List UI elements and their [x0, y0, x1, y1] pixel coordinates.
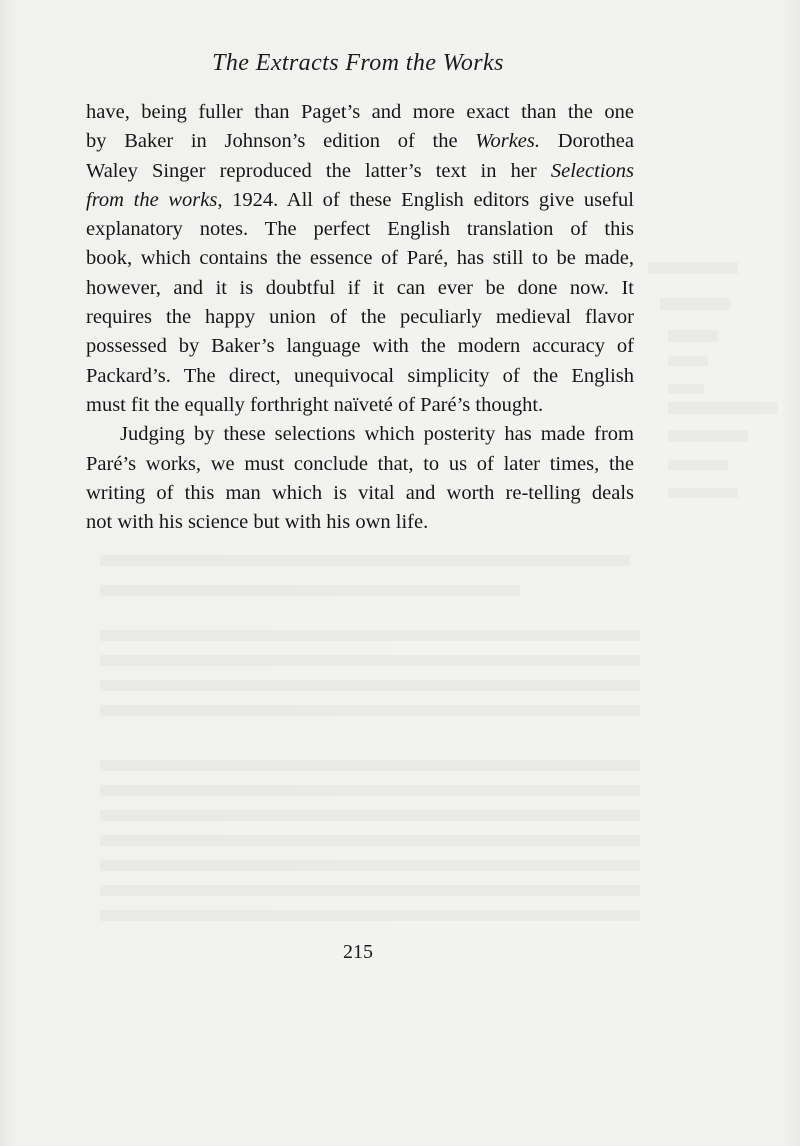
- text-line: from the works, 1924. All of these English editors give useful: [86, 188, 634, 211]
- text-line: explanatory notes. The perfect English translation of this: [86, 218, 634, 241]
- text-line: not with his science but with his own life.: [86, 511, 429, 534]
- text-line: book, which contains the essence of Paré, has still to be made,: [86, 247, 634, 270]
- page-number: 215: [343, 941, 373, 963]
- text-line: Waley Singer reproduced the latter’s text in her Selections: [86, 159, 634, 182]
- italic-title: Selections: [550, 159, 634, 182]
- text-line: Judging by these selections which posterity has made from: [120, 423, 634, 446]
- running-head: The Extracts From the Works: [212, 50, 504, 76]
- paragraph: [86, 98, 634, 420]
- text-line: writing of this man which is vital and worth re-telling deals: [86, 481, 634, 504]
- italic-title: from the works,: [86, 188, 223, 211]
- text-line: by Baker in Johnson’s edition of the Workes. Dorothea: [86, 130, 634, 153]
- text-line: Paré’s works, we must conclude that, to us of later times, the: [86, 452, 634, 475]
- text-line: requires the happy union of the peculiarly medieval flavor: [86, 306, 634, 329]
- italic-title: Workes.: [475, 130, 540, 153]
- text-line: Packard’s. The direct, unequivocal simplicity of the English: [86, 364, 634, 387]
- text-line: have, being fuller than Paget’s and more exact than the one: [86, 101, 634, 123]
- body-text: [86, 98, 634, 537]
- text-line: however, and it is doubtful if it can ever be done now. It: [86, 276, 634, 299]
- text-line: possessed by Baker’s language with the modern accuracy of: [86, 335, 634, 358]
- text-line: must fit the equally forthright naïveté of Paré’s thought.: [86, 393, 544, 416]
- paragraph: [86, 420, 634, 537]
